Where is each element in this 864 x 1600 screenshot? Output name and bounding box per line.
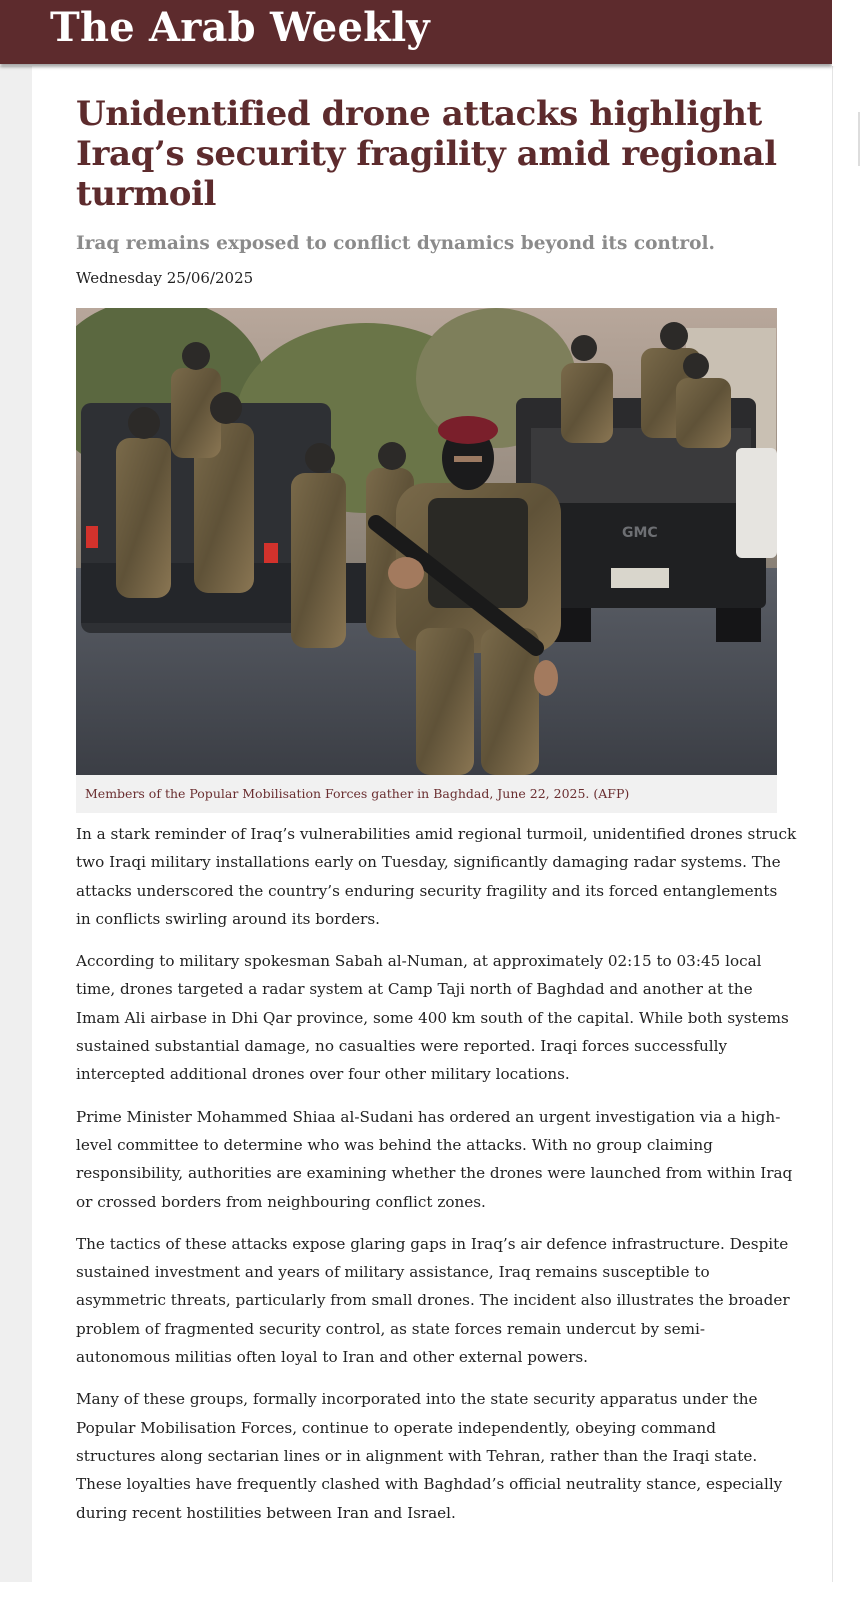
left-gutter — [0, 66, 32, 1600]
paragraph-line: asymmetric threats, particularly from small drones. The incident also illustrates the broader — [76, 1291, 790, 1310]
article-paragraph — [76, 1103, 793, 1216]
paragraph-line: structures along sectarian lines or in alignment with Tehran, rather than the Iraqi state. — [76, 1446, 758, 1465]
headline-line: turmoil — [76, 174, 217, 214]
paragraph-line: two Iraqi military installations early on Tuesday, significantly damaging radar systems. The — [76, 853, 781, 872]
article-headline — [76, 94, 776, 214]
paragraph-line: intercepted additional drones over four other military locations. — [76, 1065, 570, 1084]
paragraph-line: during recent hostilities between Iran and Israel. — [76, 1503, 456, 1522]
photo-caption-box — [76, 775, 777, 813]
article-paragraph — [76, 947, 789, 1088]
paragraph-line: level committee to determine who was behind the attacks. With no group claiming — [76, 1135, 713, 1154]
paragraph-line: Prime Minister Mohammed Shiaa al-Sudani has ordered an urgent investigation via a high- — [76, 1107, 781, 1126]
headline-line: Unidentified drone attacks highlight — [76, 94, 762, 134]
site-header — [0, 0, 832, 64]
article-paragraph — [76, 820, 797, 933]
paragraph-line: attacks underscored the country’s enduring security fragility and its forced entanglements — [76, 881, 778, 900]
paragraph-line: problem of fragmented security control, as state forces remain undercut by semi- — [76, 1319, 706, 1338]
article-date: Wednesday 25/06/2025 — [76, 269, 254, 287]
paragraph-line: Many of these groups, formally incorporated into the state security apparatus under the — [76, 1390, 758, 1409]
bottom-strip — [0, 1582, 864, 1600]
paragraph-line: Imam Ali airbase in Dhi Qar province, some 400 km south of the capital. While both systems — [76, 1008, 789, 1027]
paragraph-line: in conflicts swirling around its borders. — [76, 909, 380, 928]
paragraph-line: These loyalties have frequently clashed with Baghdad’s official neutrality stance, especially — [76, 1475, 783, 1494]
article-paragraph — [76, 1230, 790, 1371]
paragraph-line: In a stark reminder of Iraq’s vulnerabilities amid regional turmoil, unidentified drones struck — [76, 825, 797, 843]
photo-soldiers-baghdad-icon — [76, 308, 777, 775]
paragraph-line: sustained investment and years of military assistance, Iraq remains susceptible to — [76, 1263, 710, 1282]
photo-caption: Members of the Popular Mobilisation Forces gather in Baghdad, June 22, 2025. (AFP) — [85, 786, 630, 801]
paragraph-line: Popular Mobilisation Forces, continue to operate independently, obeying command — [76, 1418, 716, 1437]
paragraph-line: responsibility, authorities are examining whether the drones were launched from within Iraq — [76, 1164, 793, 1183]
paragraph-line: or crossed borders from neighbouring conflict zones. — [76, 1192, 486, 1211]
article-body — [76, 820, 797, 1541]
paragraph-line: The tactics of these attacks expose glaring gaps in Iraq’s air defence infrastructure. Despite — [76, 1234, 789, 1253]
article-paragraph — [76, 1385, 783, 1526]
paragraph-line: autonomous militias often loyal to Iran and other external powers. — [76, 1348, 588, 1367]
article-subheadline: Iraq remains exposed to conflict dynamics beyond its control. — [76, 233, 715, 254]
svg-text:GMC: GMC — [622, 525, 658, 541]
header-edge — [832, 0, 864, 66]
article-header — [76, 94, 778, 288]
right-gutter — [832, 66, 864, 1600]
headline-line: Iraq’s security fragility amid regional — [76, 134, 777, 174]
site-logo-link[interactable]: The Arab Weekly — [50, 4, 430, 51]
scrollbar-marker[interactable] — [858, 112, 860, 166]
paragraph-line: According to military spokesman Sabah al-Numan, at approximately 02:15 to 03:45 local — [76, 952, 762, 971]
article-photo — [76, 308, 777, 775]
paragraph-line: sustained substantial damage, no casualties were reported. Iraqi forces successfully — [76, 1037, 728, 1056]
paragraph-line: time, drones targeted a radar system at Camp Taji north of Baghdad and another at the — [76, 980, 753, 999]
